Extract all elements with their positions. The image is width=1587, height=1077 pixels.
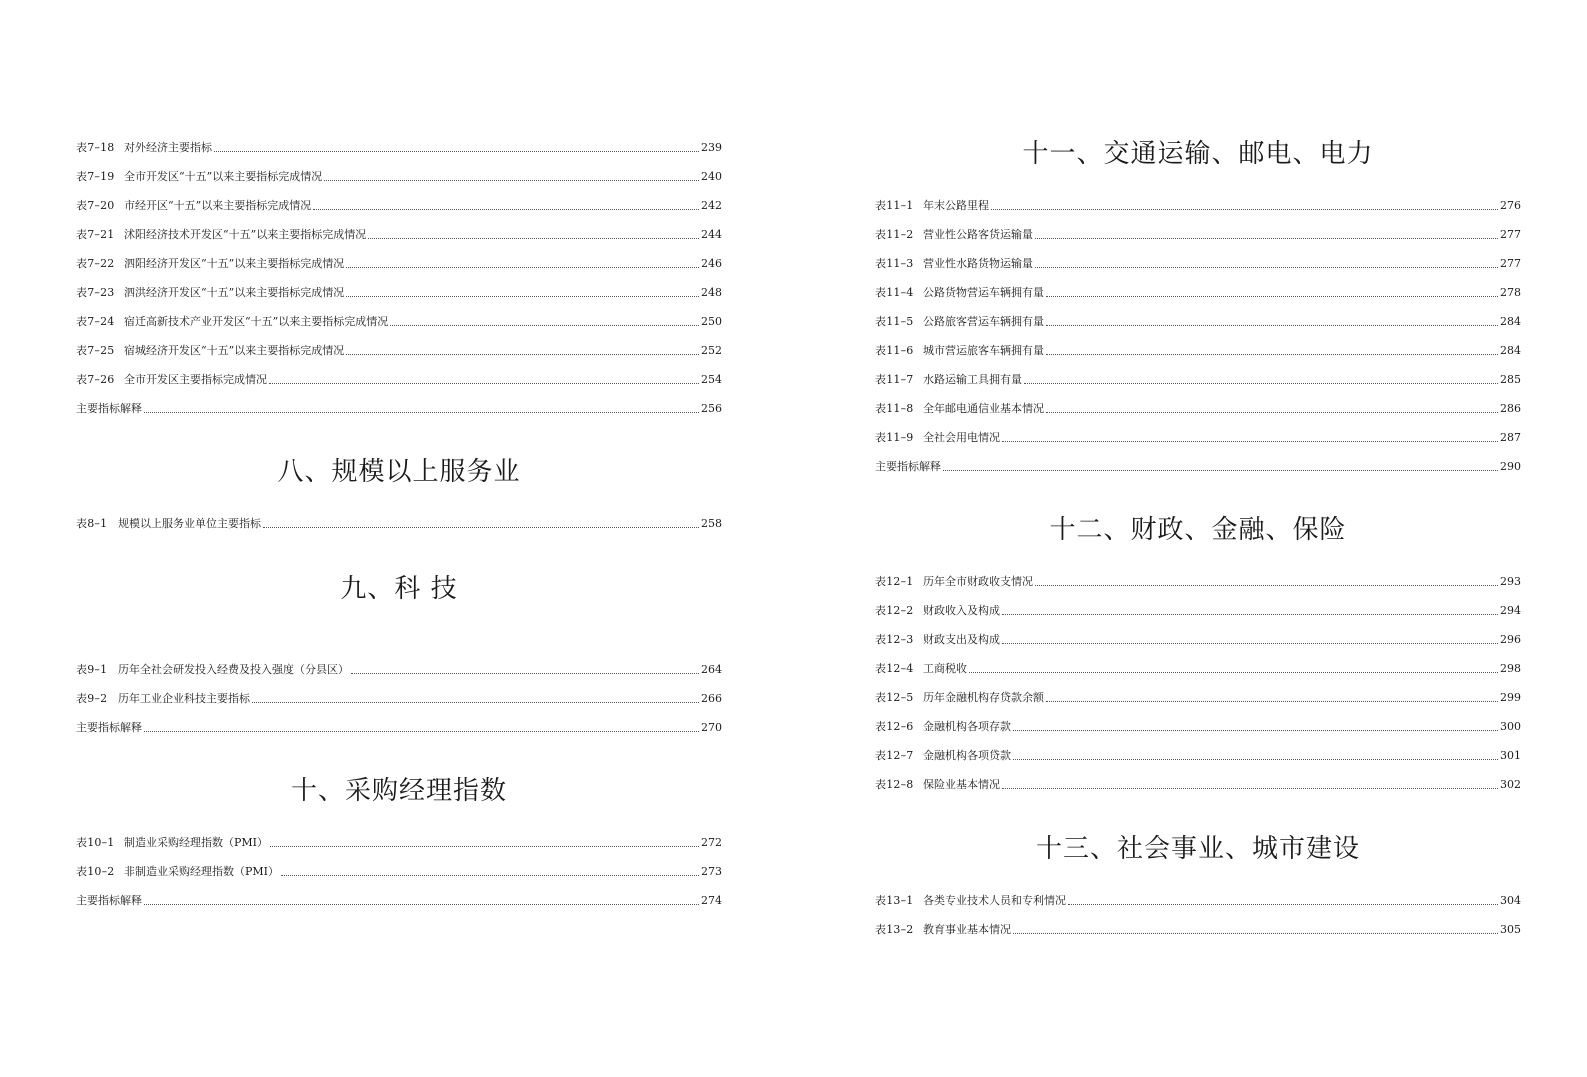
page-number: 239 — [701, 141, 722, 154]
dot-leader — [263, 526, 699, 528]
table-code: 表12–5 — [875, 691, 914, 704]
toc-entry[interactable] — [76, 662, 722, 678]
page-number: 304 — [1500, 894, 1521, 907]
dot-leader — [346, 266, 699, 268]
table-title: 规模以上服务业单位主要指标 — [118, 517, 261, 530]
table-code: 表7–24 — [76, 315, 115, 328]
toc-entry[interactable] — [875, 401, 1521, 417]
table-code: 表12–4 — [875, 662, 914, 675]
table-title: 宿城经济开发区“十五”以来主要指标完成情况 — [124, 344, 345, 357]
table-code: 表9–1 — [76, 663, 108, 676]
dot-leader — [390, 324, 699, 326]
table-code: 表11–6 — [875, 344, 914, 357]
table-title: 金融机构各项存款 — [923, 720, 1011, 733]
table-code: 表12–6 — [875, 720, 914, 733]
toc-entry[interactable] — [875, 748, 1521, 764]
table-title: 历年全市财政收支情况 — [923, 575, 1033, 588]
toc-entry[interactable] — [76, 372, 722, 388]
dot-leader — [1002, 642, 1498, 644]
dot-leader — [1035, 237, 1498, 239]
table-title: 城市营运旅客车辆拥有量 — [923, 344, 1044, 357]
dot-leader — [1046, 353, 1498, 355]
toc-entry[interactable] — [76, 691, 722, 707]
toc-entry[interactable] — [76, 227, 722, 243]
table-title: 主要指标解释 — [875, 460, 941, 473]
table-title: 主要指标解释 — [76, 402, 142, 415]
toc-entry[interactable] — [76, 169, 722, 185]
dot-leader — [1035, 266, 1498, 268]
table-code: 表7–19 — [76, 170, 115, 183]
page-number: 274 — [701, 894, 722, 907]
page-number: 299 — [1500, 691, 1521, 704]
dot-leader — [144, 730, 699, 732]
section-heading: 八、规模以上服务业 — [277, 457, 521, 487]
dot-leader — [1024, 382, 1498, 384]
dot-leader — [144, 903, 699, 905]
toc-entry[interactable] — [875, 285, 1521, 301]
page-number: 284 — [1500, 344, 1521, 357]
page-number: 254 — [701, 373, 722, 386]
toc-entry[interactable] — [875, 661, 1521, 677]
table-code: 表9–2 — [76, 692, 108, 705]
toc-entry[interactable] — [875, 343, 1521, 359]
table-code: 表7–21 — [76, 228, 115, 241]
toc-entry[interactable] — [875, 459, 1521, 475]
toc-entry[interactable] — [875, 372, 1521, 388]
dot-leader — [324, 179, 699, 181]
toc-entry[interactable] — [76, 256, 722, 272]
dot-leader — [214, 150, 699, 152]
page-number: 298 — [1500, 662, 1521, 675]
toc-entry[interactable] — [76, 140, 722, 156]
page-number: 270 — [701, 721, 722, 734]
page-number: 242 — [701, 199, 722, 212]
table-code: 表11–7 — [875, 373, 914, 386]
page-number: 278 — [1500, 286, 1521, 299]
table-code: 表7–26 — [76, 373, 115, 386]
table-title: 财政收入及构成 — [923, 604, 1000, 617]
table-title: 工商税收 — [923, 662, 967, 675]
dot-leader — [313, 208, 699, 210]
table-code: 表12–1 — [875, 575, 914, 588]
dot-leader — [1013, 932, 1498, 934]
table-title: 历年全社会研发投入经费及投入强度（分县区） — [118, 663, 349, 676]
page-number: 301 — [1500, 749, 1521, 762]
dot-leader — [991, 208, 1498, 210]
table-title: 金融机构各项贷款 — [923, 749, 1011, 762]
page-number: 273 — [701, 865, 722, 878]
toc-entry[interactable] — [875, 198, 1521, 214]
right-page — [875, 0, 1521, 1077]
table-title: 全年邮电通信业基本情况 — [923, 402, 1044, 415]
toc-entry[interactable] — [875, 777, 1521, 793]
table-title: 历年金融机构存贷款余额 — [923, 691, 1044, 704]
page-number: 290 — [1500, 460, 1521, 473]
table-title: 教育事业基本情况 — [923, 923, 1011, 936]
table-title: 泗洪经济开发区“十五”以来主要指标完成情况 — [124, 286, 345, 299]
toc-entry[interactable] — [76, 893, 722, 909]
table-code: 表12–2 — [875, 604, 914, 617]
section-heading: 十一、交通运输、邮电、电力 — [1022, 139, 1374, 169]
page-number: 277 — [1500, 257, 1521, 270]
page-number: 264 — [701, 663, 722, 676]
table-title: 对外经济主要指标 — [124, 141, 212, 154]
dot-leader — [1046, 324, 1498, 326]
dot-leader — [368, 237, 699, 239]
dot-leader — [281, 874, 699, 876]
page-number: 248 — [701, 286, 722, 299]
section-heading: 九、科 技 — [340, 574, 458, 604]
dot-leader — [1046, 700, 1498, 702]
page-number: 286 — [1500, 402, 1521, 415]
table-code: 表11–8 — [875, 402, 914, 415]
toc-entry[interactable] — [76, 314, 722, 330]
table-code: 表10–1 — [76, 836, 115, 849]
table-code: 表11–1 — [875, 199, 914, 212]
table-code: 表7–20 — [76, 199, 115, 212]
table-code: 表13–1 — [875, 894, 914, 907]
page-number: 272 — [701, 836, 722, 849]
toc-entry[interactable] — [76, 285, 722, 301]
page-number: 246 — [701, 257, 722, 270]
table-title: 保险业基本情况 — [923, 778, 1000, 791]
toc-entry[interactable] — [875, 314, 1521, 330]
toc-entry[interactable] — [76, 864, 722, 880]
toc-entry[interactable] — [76, 401, 722, 417]
page-number: 305 — [1500, 923, 1521, 936]
toc-entry[interactable] — [875, 922, 1521, 938]
page-number: 250 — [701, 315, 722, 328]
dot-leader — [1013, 758, 1498, 760]
toc-entry[interactable] — [875, 603, 1521, 619]
dot-leader — [270, 845, 699, 847]
table-title: 泗阳经济开发区“十五”以来主要指标完成情况 — [124, 257, 345, 270]
table-code: 表11–9 — [875, 431, 914, 444]
toc-entry[interactable] — [875, 430, 1521, 446]
page-number: 252 — [701, 344, 722, 357]
toc-entry[interactable] — [76, 516, 722, 532]
table-code: 表11–4 — [875, 286, 914, 299]
dot-leader — [1002, 613, 1498, 615]
dot-leader — [269, 382, 699, 384]
table-code: 表13–2 — [875, 923, 914, 936]
page-number: 240 — [701, 170, 722, 183]
table-code: 表8–1 — [76, 517, 108, 530]
table-title: 主要指标解释 — [76, 894, 142, 907]
table-code: 表7–25 — [76, 344, 115, 357]
dot-leader — [144, 411, 699, 413]
dot-leader — [351, 672, 699, 674]
page-number: 285 — [1500, 373, 1521, 386]
table-title: 全市开发区主要指标完成情况 — [124, 373, 267, 386]
table-title: 营业性公路客货运输量 — [923, 228, 1033, 241]
dot-leader — [346, 295, 699, 297]
table-code: 表7–23 — [76, 286, 115, 299]
dot-leader — [1002, 440, 1498, 442]
table-title: 历年工业企业科技主要指标 — [118, 692, 250, 705]
table-title: 各类专业技术人员和专利情况 — [923, 894, 1066, 907]
toc-entry[interactable] — [76, 343, 722, 359]
table-code: 表12–7 — [875, 749, 914, 762]
page-number: 244 — [701, 228, 722, 241]
section-heading: 十、采购经理指数 — [290, 776, 507, 806]
dot-leader — [943, 469, 1498, 471]
table-title: 主要指标解释 — [76, 721, 142, 734]
table-code: 表11–5 — [875, 315, 914, 328]
dot-leader — [346, 353, 699, 355]
table-code: 表7–18 — [76, 141, 115, 154]
dot-leader — [1013, 729, 1498, 731]
page-number: 296 — [1500, 633, 1521, 646]
page-number: 287 — [1500, 431, 1521, 444]
toc-entry[interactable] — [875, 632, 1521, 648]
toc-entry[interactable] — [875, 574, 1521, 590]
table-title: 水路运输工具拥有量 — [923, 373, 1022, 386]
page-number: 300 — [1500, 720, 1521, 733]
table-title: 年末公路里程 — [923, 199, 989, 212]
section-heading: 十三、社会事业、城市建设 — [1035, 834, 1360, 864]
page-number: 276 — [1500, 199, 1521, 212]
toc-entry[interactable] — [875, 719, 1521, 735]
page-number: 266 — [701, 692, 722, 705]
dot-leader — [1035, 584, 1498, 586]
dot-leader — [1046, 411, 1498, 413]
toc-entry[interactable] — [875, 227, 1521, 243]
page-number: 294 — [1500, 604, 1521, 617]
dot-leader — [252, 701, 699, 703]
table-title: 营业性水路货物运输量 — [923, 257, 1033, 270]
table-title: 非制造业采购经理指数（PMI） — [124, 865, 280, 878]
toc-entry[interactable] — [76, 835, 722, 851]
table-title: 制造业采购经理指数（PMI） — [124, 836, 269, 849]
table-title: 全市开发区“十五”以来主要指标完成情况 — [124, 170, 323, 183]
page-number: 302 — [1500, 778, 1521, 791]
toc-entry[interactable] — [875, 690, 1521, 706]
dot-leader — [1046, 295, 1498, 297]
toc-entry[interactable] — [76, 720, 722, 736]
dot-leader — [1002, 787, 1498, 789]
table-title: 公路旅客营运车辆拥有量 — [923, 315, 1044, 328]
toc-entry[interactable] — [875, 256, 1521, 272]
table-title: 公路货物营运车辆拥有量 — [923, 286, 1044, 299]
table-code: 表12–3 — [875, 633, 914, 646]
table-title: 沭阳经济技术开发区“十五”以来主要指标完成情况 — [124, 228, 367, 241]
toc-entry[interactable] — [875, 893, 1521, 909]
left-page — [76, 0, 722, 1077]
table-title: 市经开区“十五”以来主要指标完成情况 — [124, 199, 312, 212]
dot-leader — [969, 671, 1498, 673]
toc-entry[interactable] — [76, 198, 722, 214]
page-number: 284 — [1500, 315, 1521, 328]
table-title: 财政支出及构成 — [923, 633, 1000, 646]
page-number: 277 — [1500, 228, 1521, 241]
table-code: 表11–3 — [875, 257, 914, 270]
page-number: 256 — [701, 402, 722, 415]
table-code: 表10–2 — [76, 865, 115, 878]
section-heading: 十二、财政、金融、保险 — [1049, 515, 1347, 545]
table-title: 宿迁高新技术产业开发区“十五”以来主要指标完成情况 — [124, 315, 389, 328]
table-code: 表12–8 — [875, 778, 914, 791]
table-title: 全社会用电情况 — [923, 431, 1000, 444]
page-number: 258 — [701, 517, 722, 530]
table-code: 表7–22 — [76, 257, 115, 270]
page-number: 293 — [1500, 575, 1521, 588]
table-code: 表11–2 — [875, 228, 914, 241]
dot-leader — [1068, 903, 1498, 905]
